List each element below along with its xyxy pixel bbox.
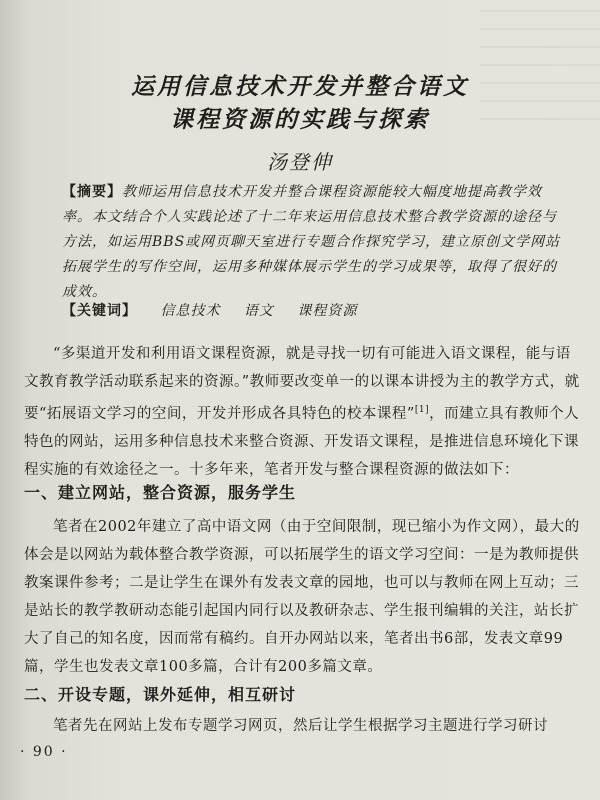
keyword: 课程资源: [297, 303, 358, 319]
section-1-paragraph: 笔者在2002年建立了高中语文网（由于空间限制，现已缩小为作文网），最大的体会是以网站为载体整合教学资源，可以拓展学生的语文学习空间：一是为教师提供教案课件参考；二是让学生在课外有发表文章的园地，也可以与教师在网上互动；三是站长的教学教研动态能引起国内同行以及教研杂志、学生报刊编辑的关注，站长扩大了自己的知名度，因而常有稿约。自开办网站以来，笔者出书6部，发表文章99篇，学生也发表文章100多篇，合计有200多篇文章。: [24, 519, 580, 675]
page-number: · 90 ·: [20, 744, 68, 760]
section-heading-1: 一、建立网站，整合资源，服务学生: [24, 483, 297, 502]
section-heading-2: 二、开设专题，课外延伸，相互研讨: [24, 685, 297, 704]
author-name: 汤登伸: [267, 150, 333, 174]
section-2-paragraph: 笔者先在网站上发布专题学习网页，然后让学生根据学习主题进行学习研讨: [53, 718, 548, 734]
article-title-line-1: 运用信息技术开发并整合语文: [131, 73, 469, 100]
keywords: [62, 300, 562, 320]
intro-text-a: “多渠道开发和利用语文课程资源，就是寻找一切有可能进入语文课程，能与语文教育教学活动联系起来的资源。”教师要改变单一的以课本讲授为主的教学方式，就要“拓展语文学习的空间，开发并形成各具特色的校本课程”: [24, 346, 580, 422]
abstract-label: 【摘要】: [62, 184, 122, 200]
article-title-line-2: 课程资源的实践与探索: [170, 106, 430, 133]
abstract-text: 教师运用信息技术开发并整合课程资源能较大幅度地提高教学效率。本文结合个人实践论述了十二年来运用信息技术整合教学资源的途径与方法，如运用BBS或网页聊天室进行专题合作探究学习，建立原创文学网站拓展学生的写作空间，运用多种媒体展示学生的学习成果等，取得了很好的成效。: [62, 184, 561, 300]
keyword: 信息技术: [160, 303, 221, 319]
keywords-label: 【关键词】: [62, 303, 137, 319]
citation-ref: [1]: [414, 405, 430, 415]
abstract: [62, 180, 562, 305]
keyword: 语文: [243, 303, 274, 319]
intro-text-b: ，而建立具有教师个人特色的网站，运用多种信息技术来整合资源、开发语文课程，是推进信息环境化下课程实施的有效途径之一。十多年来，笔者开发与整合课程资源的做法如下：: [24, 405, 580, 478]
intro-paragraph: [24, 340, 580, 484]
